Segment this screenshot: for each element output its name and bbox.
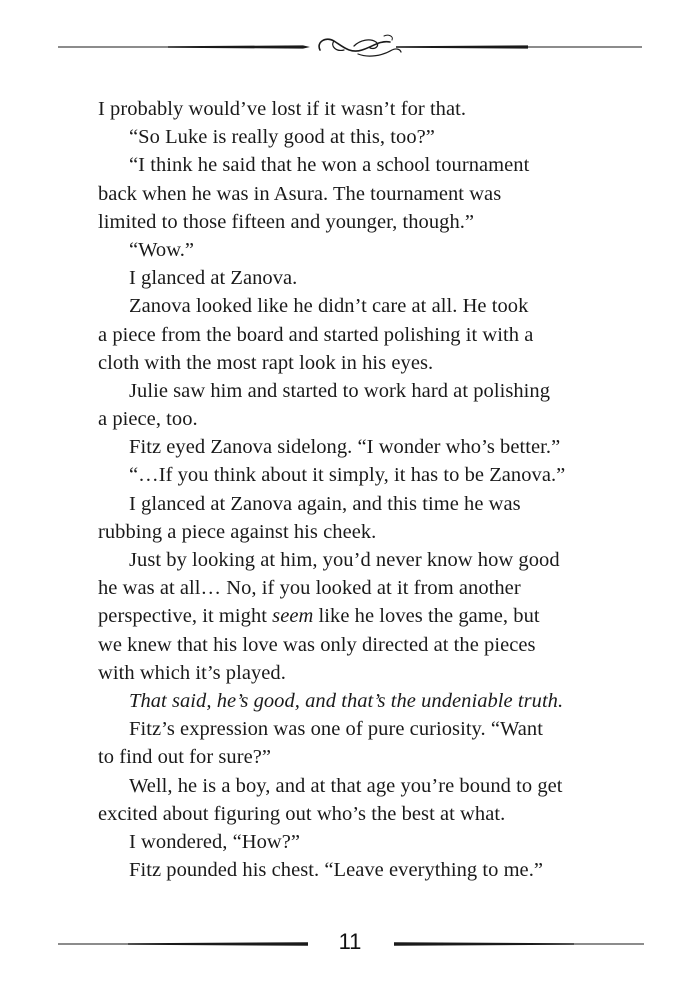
footer-rule-left <box>58 931 310 951</box>
text-line: “Wow.” <box>129 238 195 261</box>
text-line: “So Luke is really good at this, too?” <box>129 126 435 149</box>
text-line: I glanced at Zanova. <box>129 267 298 290</box>
page-number: 11 <box>338 929 362 954</box>
text-line: a piece from the board and started polishing it with a <box>98 323 534 346</box>
text-line: I wondered, “How?” <box>129 830 301 853</box>
text-line: Just by looking at him, you’d never know how good <box>129 549 560 571</box>
page-body-text <box>98 95 618 884</box>
text-line: limited to those fifteen and younger, though.” <box>98 210 475 233</box>
text-line: we knew that his love was only directed at the pieces <box>98 633 536 656</box>
text-line: I probably would’ve lost if it wasn’t for that. <box>98 98 467 120</box>
text-line: That said, he’s good, and that’s the undeniable truth. <box>129 689 564 712</box>
text-run: like he loves the game, but <box>313 605 540 628</box>
text-line: he was at all… No, if you looked at it from another <box>98 577 521 600</box>
text-line: Fitz pounded his chest. “Leave everything to me.” <box>129 859 544 882</box>
footer-rule-right <box>392 931 644 951</box>
text-line: excited about figuring out who’s the best at what. <box>98 802 506 825</box>
flourish-divider-icon <box>58 28 642 68</box>
text-line <box>98 602 618 630</box>
text-line: Well, he is a boy, and at that age you’re bound to get <box>129 774 563 797</box>
text-line: Zanova looked like he didn’t care at all. He took <box>129 295 529 318</box>
text-line: Fitz eyed Zanova sidelong. “I wonder who’s better.” <box>129 436 561 459</box>
text-run-italic: seem <box>272 605 314 628</box>
text-line: to find out for sure?” <box>98 746 272 769</box>
text-line: with which it’s played. <box>98 661 286 684</box>
text-line: I glanced at Zanova again, and this time he was <box>129 492 521 515</box>
text-line: a piece, too. <box>98 408 198 431</box>
text-run: perspective, it might <box>98 605 273 628</box>
text-line: cloth with the most rapt look in his eyes. <box>98 351 434 374</box>
text-line: back when he was in Asura. The tournament was <box>98 182 502 205</box>
text-line: Fitz’s expression was one of pure curiosity. “Want <box>129 718 543 741</box>
text-line: “I think he said that he won a school tournament <box>129 154 530 177</box>
text-line: “…If you think about it simply, it has to be Zanova.” <box>129 464 566 487</box>
text-line: Julie saw him and started to work hard at polishing <box>129 379 551 402</box>
text-line: rubbing a piece against his cheek. <box>98 520 377 543</box>
